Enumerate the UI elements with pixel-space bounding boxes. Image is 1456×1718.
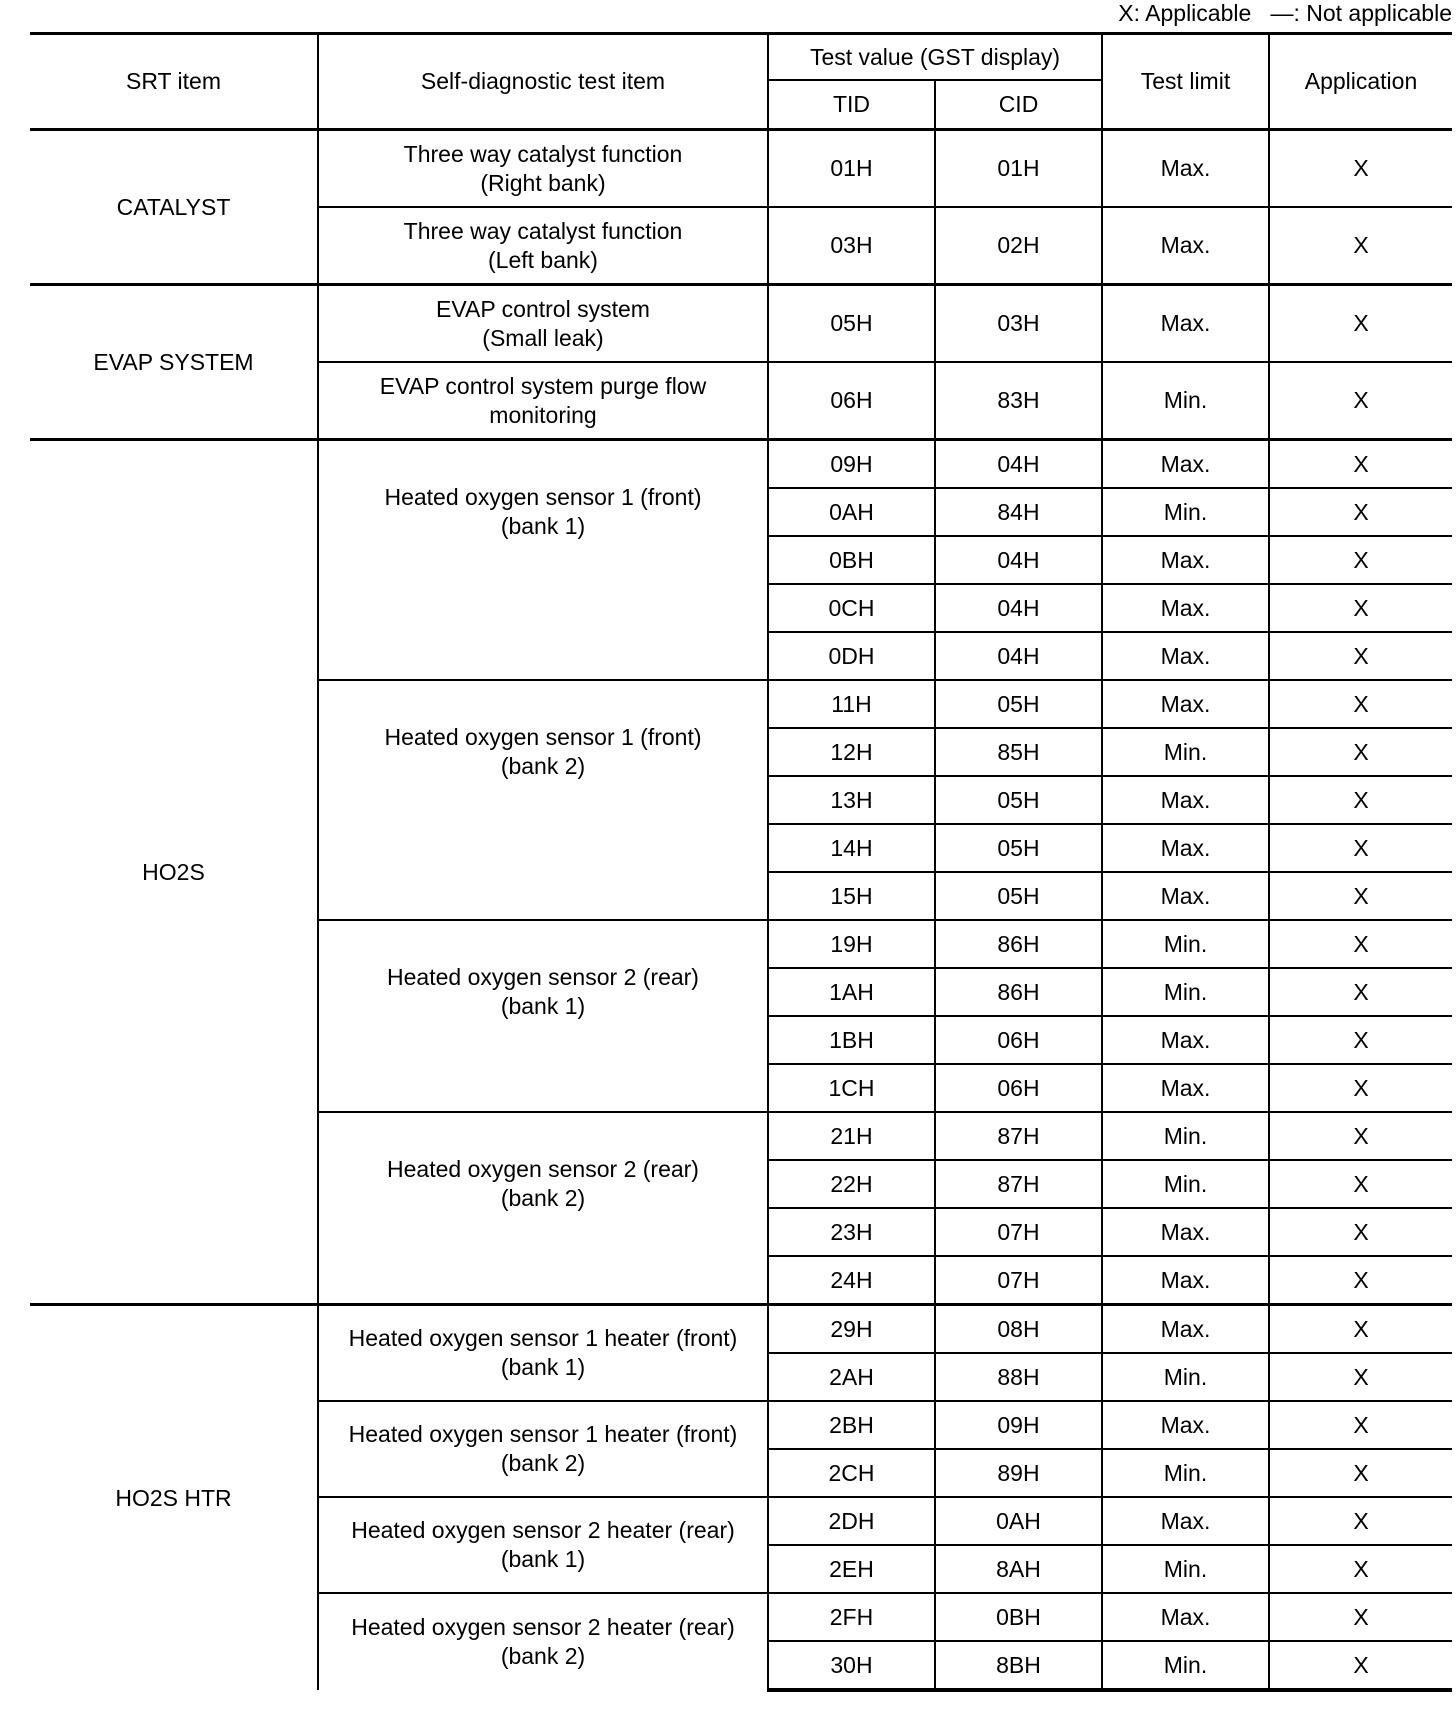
item-line: (bank 2) xyxy=(500,1450,586,1476)
application-cell: X xyxy=(1269,776,1452,824)
test-limit-cell: Max. xyxy=(1102,207,1269,285)
header-application: Application xyxy=(1269,34,1452,130)
item-line: (Left bank) xyxy=(488,246,598,273)
application-cell: X xyxy=(1269,1256,1452,1305)
cid-cell: 06H xyxy=(935,1064,1102,1112)
test-limit-cell: Max. xyxy=(1102,1497,1269,1545)
tid-cell: 24H xyxy=(768,1256,935,1305)
tid-cell: 0AH xyxy=(768,488,935,536)
self-diagnostic-item-cell xyxy=(318,1593,768,1690)
cid-cell: 0AH xyxy=(935,1497,1102,1545)
application-cell: X xyxy=(1269,1064,1452,1112)
self-diagnostic-item-cell xyxy=(318,1401,768,1497)
tid-cell: 03H xyxy=(768,207,935,285)
cid-cell: 84H xyxy=(935,488,1102,536)
application-cell: X xyxy=(1269,968,1452,1016)
tid-cell: 11H xyxy=(768,680,935,728)
tid-cell: 23H xyxy=(768,1208,935,1256)
cid-cell: 89H xyxy=(935,1449,1102,1497)
tid-cell: 1BH xyxy=(768,1016,935,1064)
application-cell: X xyxy=(1269,536,1452,584)
cid-cell: 8AH xyxy=(935,1545,1102,1593)
legend-applicable: X: Applicable xyxy=(1118,0,1252,26)
application-cell: X xyxy=(1269,1208,1452,1256)
cid-cell: 05H xyxy=(935,824,1102,872)
item-line: (bank 1) xyxy=(500,1354,586,1380)
test-limit-cell: Max. xyxy=(1102,1593,1269,1641)
item-line: Three way catalyst function xyxy=(403,217,683,244)
self-diagnostic-item-cell xyxy=(318,285,768,363)
test-limit-cell: Max. xyxy=(1102,536,1269,584)
test-limit-cell: Max. xyxy=(1102,824,1269,872)
srt-test-table xyxy=(30,32,1452,1692)
tid-cell: 2FH xyxy=(768,1593,935,1641)
tid-cell: 29H xyxy=(768,1305,935,1354)
item-line: Three way catalyst function xyxy=(403,140,683,167)
tid-cell: 0CH xyxy=(768,584,935,632)
test-limit-cell: Max. xyxy=(1102,285,1269,363)
cid-cell: 05H xyxy=(935,680,1102,728)
tid-cell: 2CH xyxy=(768,1449,935,1497)
tid-cell: 22H xyxy=(768,1160,935,1208)
cid-cell: 08H xyxy=(935,1305,1102,1354)
application-cell: X xyxy=(1269,1545,1452,1593)
cid-cell: 04H xyxy=(935,440,1102,489)
item-line: EVAP control system xyxy=(436,295,650,322)
application-cell: X xyxy=(1269,285,1452,363)
cid-cell: 07H xyxy=(935,1208,1102,1256)
test-limit-cell: Min. xyxy=(1102,1160,1269,1208)
self-diagnostic-item-cell xyxy=(318,130,768,208)
cid-cell: 85H xyxy=(935,728,1102,776)
test-limit-cell: Min. xyxy=(1102,968,1269,1016)
test-limit-cell: Max. xyxy=(1102,130,1269,208)
cid-cell: 87H xyxy=(935,1112,1102,1160)
srt-item-cell: CATALYST xyxy=(30,130,318,285)
table-row xyxy=(30,130,1452,208)
application-cell: X xyxy=(1269,488,1452,536)
cid-cell: 04H xyxy=(935,632,1102,680)
cid-cell: 02H xyxy=(935,207,1102,285)
test-limit-cell: Max. xyxy=(1102,680,1269,728)
self-diagnostic-item-cell xyxy=(318,440,768,681)
application-cell: X xyxy=(1269,207,1452,285)
self-diagnostic-item-cell xyxy=(318,1305,768,1402)
header-srt-item: SRT item xyxy=(30,34,318,130)
cid-cell: 86H xyxy=(935,968,1102,1016)
application-cell: X xyxy=(1269,440,1452,489)
tid-cell: 2AH xyxy=(768,1353,935,1401)
test-limit-cell: Max. xyxy=(1102,776,1269,824)
test-limit-cell: Max. xyxy=(1102,584,1269,632)
tid-cell: 2BH xyxy=(768,1401,935,1449)
cid-cell: 04H xyxy=(935,584,1102,632)
table-row xyxy=(30,1305,1452,1354)
self-diagnostic-item-cell xyxy=(318,680,768,920)
legend-not-applicable: —: Not applicable xyxy=(1270,0,1452,26)
application-cell: X xyxy=(1269,824,1452,872)
test-limit-cell: Min. xyxy=(1102,728,1269,776)
table-body xyxy=(30,34,1452,1691)
item-line: (bank 2) xyxy=(500,753,586,779)
cid-cell: 88H xyxy=(935,1353,1102,1401)
application-cell: X xyxy=(1269,1641,1452,1690)
application-cell: X xyxy=(1269,584,1452,632)
tid-cell: 1CH xyxy=(768,1064,935,1112)
item-line: Heated oxygen sensor 2 (rear) xyxy=(387,964,699,990)
cid-cell: 06H xyxy=(935,1016,1102,1064)
tid-cell: 13H xyxy=(768,776,935,824)
srt-item-cell: EVAP SYSTEM xyxy=(30,285,318,440)
test-limit-cell: Min. xyxy=(1102,1112,1269,1160)
item-line: Heated oxygen sensor 2 (rear) xyxy=(387,1156,699,1182)
cid-cell: 8BH xyxy=(935,1641,1102,1690)
self-diagnostic-item-cell xyxy=(318,362,768,440)
cid-cell: 05H xyxy=(935,776,1102,824)
test-limit-cell: Max. xyxy=(1102,872,1269,920)
test-limit-cell: Min. xyxy=(1102,362,1269,440)
tid-cell: 0DH xyxy=(768,632,935,680)
item-line: (bank 1) xyxy=(500,1546,586,1572)
test-limit-cell: Max. xyxy=(1102,632,1269,680)
table-row xyxy=(30,440,1452,489)
header-cid: CID xyxy=(935,80,1102,130)
test-limit-cell: Min. xyxy=(1102,1641,1269,1690)
application-cell: X xyxy=(1269,1112,1452,1160)
application-cell: X xyxy=(1269,1016,1452,1064)
tid-cell: 19H xyxy=(768,920,935,968)
item-line: (bank 2) xyxy=(500,1643,586,1669)
application-cell: X xyxy=(1269,1353,1452,1401)
item-line: monitoring xyxy=(489,401,597,428)
tid-cell: 05H xyxy=(768,285,935,363)
cid-cell: 09H xyxy=(935,1401,1102,1449)
self-diagnostic-item-cell xyxy=(318,1497,768,1593)
item-line: Heated oxygen sensor 1 (front) xyxy=(384,724,702,750)
cid-cell: 03H xyxy=(935,285,1102,363)
self-diagnostic-item-cell xyxy=(318,207,768,285)
srt-item-cell: HO2S xyxy=(30,440,318,1305)
test-limit-cell: Max. xyxy=(1102,1016,1269,1064)
tid-cell: 2EH xyxy=(768,1545,935,1593)
test-limit-cell: Max. xyxy=(1102,1256,1269,1305)
legend xyxy=(1000,0,1452,26)
header-self-diagnostic-item: Self-diagnostic test item xyxy=(318,34,768,130)
test-limit-cell: Max. xyxy=(1102,1305,1269,1354)
item-line: (bank 1) xyxy=(500,513,586,539)
item-line: (Small leak) xyxy=(482,324,604,351)
srt-item-cell: HO2S HTR xyxy=(30,1305,318,1691)
tid-cell: 14H xyxy=(768,824,935,872)
test-limit-cell: Min. xyxy=(1102,1353,1269,1401)
application-cell: X xyxy=(1269,130,1452,208)
test-limit-cell: Min. xyxy=(1102,920,1269,968)
tid-cell: 06H xyxy=(768,362,935,440)
cid-cell: 07H xyxy=(935,1256,1102,1305)
tid-cell: 12H xyxy=(768,728,935,776)
application-cell: X xyxy=(1269,362,1452,440)
tid-cell: 1AH xyxy=(768,968,935,1016)
test-limit-cell: Max. xyxy=(1102,1064,1269,1112)
test-limit-cell: Max. xyxy=(1102,1401,1269,1449)
item-line: Heated oxygen sensor 2 heater (rear) xyxy=(351,1517,735,1543)
application-cell: X xyxy=(1269,632,1452,680)
cid-cell: 0BH xyxy=(935,1593,1102,1641)
cid-cell: 87H xyxy=(935,1160,1102,1208)
item-line: (Right bank) xyxy=(480,169,606,196)
item-line: Heated oxygen sensor 1 heater (front) xyxy=(348,1421,738,1447)
self-diagnostic-item-cell xyxy=(318,1112,768,1305)
application-cell: X xyxy=(1269,728,1452,776)
cid-cell: 04H xyxy=(935,536,1102,584)
cid-cell: 05H xyxy=(935,872,1102,920)
header-tid: TID xyxy=(768,80,935,130)
self-diagnostic-item-cell xyxy=(318,920,768,1112)
item-line: (bank 2) xyxy=(500,1185,586,1211)
application-cell: X xyxy=(1269,1449,1452,1497)
tid-cell: 09H xyxy=(768,440,935,489)
tid-cell: 0BH xyxy=(768,536,935,584)
header-test-limit: Test limit xyxy=(1102,34,1269,130)
application-cell: X xyxy=(1269,1497,1452,1545)
header-test-value: Test value (GST display) xyxy=(768,34,1102,81)
tid-cell: 30H xyxy=(768,1641,935,1690)
tid-cell: 2DH xyxy=(768,1497,935,1545)
cid-cell: 86H xyxy=(935,920,1102,968)
tid-cell: 01H xyxy=(768,130,935,208)
test-limit-cell: Min. xyxy=(1102,1545,1269,1593)
test-limit-cell: Min. xyxy=(1102,488,1269,536)
tid-cell: 15H xyxy=(768,872,935,920)
item-line: (bank 1) xyxy=(500,993,586,1019)
item-line: Heated oxygen sensor 1 (front) xyxy=(384,484,702,510)
item-line: Heated oxygen sensor 1 heater (front) xyxy=(348,1325,738,1351)
cid-cell: 83H xyxy=(935,362,1102,440)
header-row-1 xyxy=(30,34,1452,81)
tid-cell: 21H xyxy=(768,1112,935,1160)
test-limit-cell: Max. xyxy=(1102,1208,1269,1256)
test-limit-cell: Min. xyxy=(1102,1449,1269,1497)
item-line: EVAP control system purge flow xyxy=(379,372,707,399)
application-cell: X xyxy=(1269,872,1452,920)
application-cell: X xyxy=(1269,1401,1452,1449)
application-cell: X xyxy=(1269,1160,1452,1208)
application-cell: X xyxy=(1269,920,1452,968)
application-cell: X xyxy=(1269,1593,1452,1641)
test-limit-cell: Max. xyxy=(1102,440,1269,489)
application-cell: X xyxy=(1269,680,1452,728)
cid-cell: 01H xyxy=(935,130,1102,208)
item-line: Heated oxygen sensor 2 heater (rear) xyxy=(351,1614,735,1640)
table-row xyxy=(30,285,1452,363)
application-cell: X xyxy=(1269,1305,1452,1354)
